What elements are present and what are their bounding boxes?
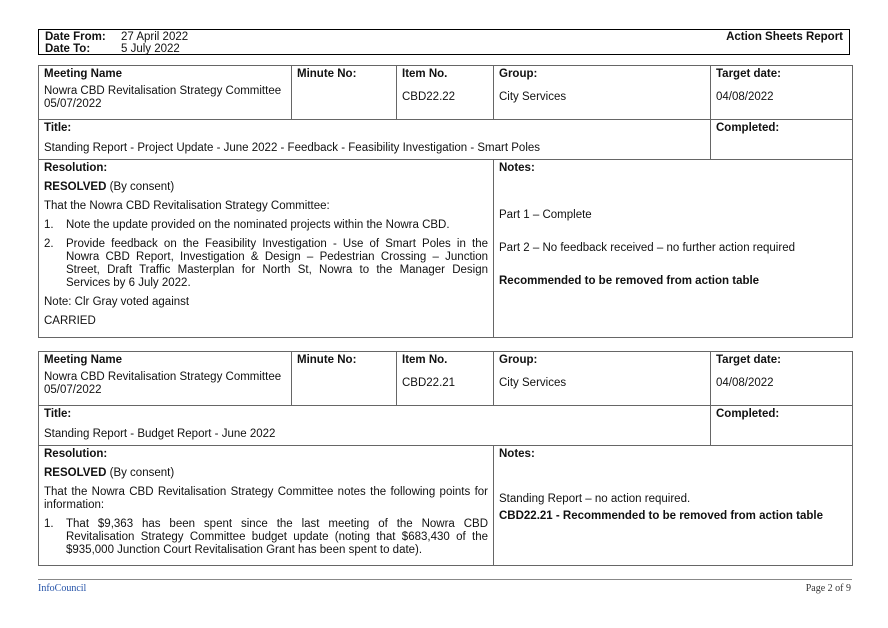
target-date-header: Target date: [716,68,781,80]
notes-header: Notes: [499,448,535,460]
resolution-list-item [44,219,488,232]
resolution-header: Resolution: [44,162,108,174]
report-header [38,29,850,55]
resolved-label: RESOLVED [44,467,107,479]
resolved-suffix: (By consent) [106,467,175,479]
action-sheet-item-1 [38,65,853,338]
item-no-value: CBD22.22 [402,91,456,103]
list-number: 1. [44,219,54,231]
meeting-name-header: Meeting Name [44,68,122,80]
minute-no-header: Minute No: [297,68,357,80]
item-no-value: CBD22.21 [402,377,456,389]
minute-no-header: Minute No: [297,354,357,366]
resolution-note: Note: Clr Gray voted against [44,296,190,308]
group-value: City Services [499,91,567,103]
item-no-cell [397,352,494,406]
group-header: Group: [499,354,538,366]
target-date-cell [711,352,853,406]
item-no-header: Item No. [402,354,448,366]
title-value: Standing Report - Budget Report - June 2022 [44,428,276,440]
notes-bold-line: CBD22.21 - Recommended to be removed from action table [499,510,823,522]
list-text: Provide feedback on the Feasibility Investigation - Use of Smart Poles in the Nowra CBD Report, Investigation & Design – Pedestrian Crossing – Junction Street, Draft Traffic Masterplan for North St, Nowra to the Manager Design Services by 6 July 2022. [66,238,488,289]
notes-line: Part 1 – Complete [499,209,592,221]
report-title: Action Sheets Report [726,31,843,43]
meeting-name-value: Nowra CBD Revitalisation Strategy Committee 05/07/2022 [44,371,282,396]
title-cell [39,120,711,160]
resolved-suffix: (By consent) [106,181,175,193]
item-no-cell [397,66,494,120]
target-date-value: 04/08/2022 [716,91,774,103]
footer-divider [38,579,852,580]
meeting-name-header: Meeting Name [44,354,122,366]
resolution-outcome: CARRIED [44,315,96,327]
action-sheet-item-2 [38,351,853,566]
footer-page-number: Page 2 of 9 [805,583,851,594]
target-date-cell [711,66,853,120]
minute-no-cell [292,66,397,120]
meeting-name-cell [39,352,292,406]
resolved-line [44,467,488,480]
list-text: That $9,363 has been spent since the last meeting of the Nowra CBD Revitalisation Strategy Committee budget update (noting that $683,430 of the $935,000 Junction Court Revitalisation Grant has been spent to date). [66,518,488,556]
notes-cell [494,160,853,338]
target-date-value: 04/08/2022 [716,377,774,389]
item-no-header: Item No. [402,68,448,80]
list-text: Note the update provided on the nominated projects within the Nowra CBD. [66,219,450,231]
target-date-header: Target date: [716,354,781,366]
group-cell [494,66,711,120]
resolution-cell [39,160,494,338]
date-to-value: 5 July 2022 [121,43,180,55]
notes-cell [494,446,853,566]
title-value: Standing Report - Project Update - June 2022 - Feedback - Feasibility Investigation - Smart Poles [44,142,541,154]
resolved-line [44,181,488,194]
resolution-intro: That the Nowra CBD Revitalisation Strategy Committee notes the following points for information: [44,486,488,511]
list-number: 1. [44,518,54,530]
date-from-value: 27 April 2022 [121,31,189,43]
group-cell [494,352,711,406]
notes-header: Notes: [499,162,535,174]
notes-line: Part 2 – No feedback received – no further action required [499,242,795,254]
notes-bold-line: Recommended to be removed from action table [499,275,760,287]
resolved-label: RESOLVED [44,181,107,193]
minute-no-cell [292,352,397,406]
resolution-list-item [44,238,488,290]
resolution-header: Resolution: [44,448,108,460]
resolution-list-item [44,518,488,557]
resolution-intro: That the Nowra CBD Revitalisation Strategy Committee: [44,200,330,212]
resolution-cell [39,446,494,566]
group-value: City Services [499,377,567,389]
completed-header: Completed: [716,122,780,134]
completed-cell [711,406,853,446]
footer-brand: InfoCouncil [38,583,87,594]
group-header: Group: [499,68,538,80]
title-cell [39,406,711,446]
title-header: Title: [44,408,72,420]
title-header: Title: [44,122,72,134]
meeting-name-cell [39,66,292,120]
completed-header: Completed: [716,408,780,420]
list-number: 2. [44,238,54,250]
date-from-label: Date From: [45,31,106,43]
completed-cell [711,120,853,160]
notes-line: Standing Report – no action required. [499,493,691,505]
date-to-label: Date To: [45,43,91,55]
meeting-name-value: Nowra CBD Revitalisation Strategy Committee 05/07/2022 [44,85,282,110]
